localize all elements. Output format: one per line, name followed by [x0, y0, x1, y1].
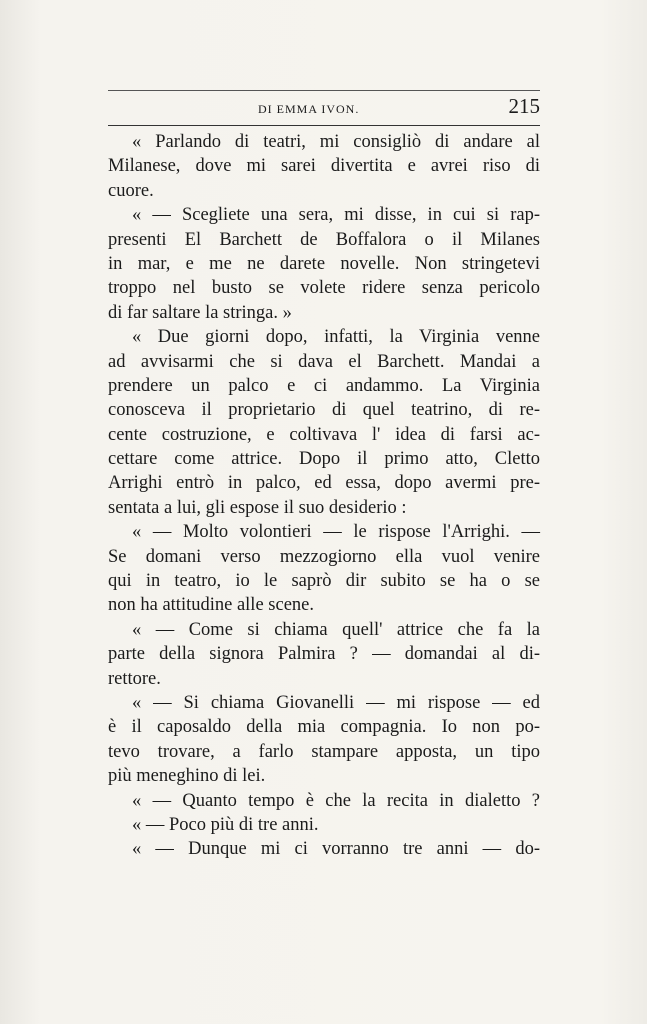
text-line: Milanese, dove mi sarei divertita e avrei riso di	[108, 156, 540, 177]
text-line: cettare come attrice. Dopo il primo atto, Cletto	[108, 449, 540, 470]
text-line: troppo nel busto se volete ridere senza pericolo	[108, 278, 540, 299]
text-line: di far saltare la stringa. »	[108, 302, 292, 323]
page-header	[108, 94, 540, 120]
page-number: 215	[508, 94, 540, 118]
text-line: « — Come si chiama quell' attrice che fa la	[132, 619, 540, 640]
text-line: sentata a lui, gli espose il suo desiderio :	[108, 497, 407, 518]
text-line: in mar, e me ne darete novelle. Non stringetevi	[108, 253, 540, 274]
text-line: qui in teatro, io le saprò dir subito se ha o se	[108, 571, 540, 592]
text-line: parte della signora Palmira ? — domandai al di-	[108, 644, 540, 665]
header-bottom-rule	[108, 125, 540, 126]
text-line: presenti El Barchett de Boffalora o il Milanes	[108, 229, 540, 250]
text-line: « Parlando di teatri, mi consigliò di andare al	[132, 132, 540, 152]
text-line: « — Quanto tempo è che la recita in dialetto ?	[132, 790, 540, 811]
running-title: DI EMMA IVON.	[258, 102, 360, 116]
text-line: cente costruzione, e coltivava l' idea di farsi ac-	[108, 424, 540, 445]
text-line: « — Poco più di tre anni.	[132, 814, 319, 835]
body-text	[108, 130, 540, 862]
text-line: prendere un palco e ci andammo. La Virginia	[108, 375, 540, 396]
text-line: Arrighi entrò in palco, ed essa, dopo avermi pre-	[108, 473, 540, 494]
text-line: « — Scegliete una sera, mi disse, in cui si rap-	[132, 205, 540, 226]
text-line: ad avvisarmi che si dava el Barchett. Mandai a	[108, 351, 540, 372]
header-top-rule	[108, 90, 540, 91]
text-line: cuore.	[108, 180, 154, 201]
text-line: rettore.	[108, 668, 161, 689]
text-line: è il caposaldo della mia compagnia. Io non po-	[108, 717, 540, 738]
text-line: conosceva il proprietario di quel teatrino, di re-	[108, 400, 540, 421]
text-line: Se domani verso mezzogiorno ella vuol venire	[108, 546, 540, 567]
text-line: « — Si chiama Giovanelli — mi rispose — ed	[132, 692, 540, 713]
text-line: « Due giorni dopo, infatti, la Virginia venne	[132, 327, 540, 348]
text-line: tevo trovare, a farlo stampare apposta, un tipo	[108, 741, 540, 762]
text-line: « — Molto volontieri — le rispose l'Arrighi. —	[132, 522, 540, 543]
text-line: più meneghino di lei.	[108, 766, 266, 787]
text-line: non ha attitudine alle scene.	[108, 595, 314, 616]
text-line: « — Dunque mi ci vorranno tre anni — do-	[132, 839, 540, 860]
